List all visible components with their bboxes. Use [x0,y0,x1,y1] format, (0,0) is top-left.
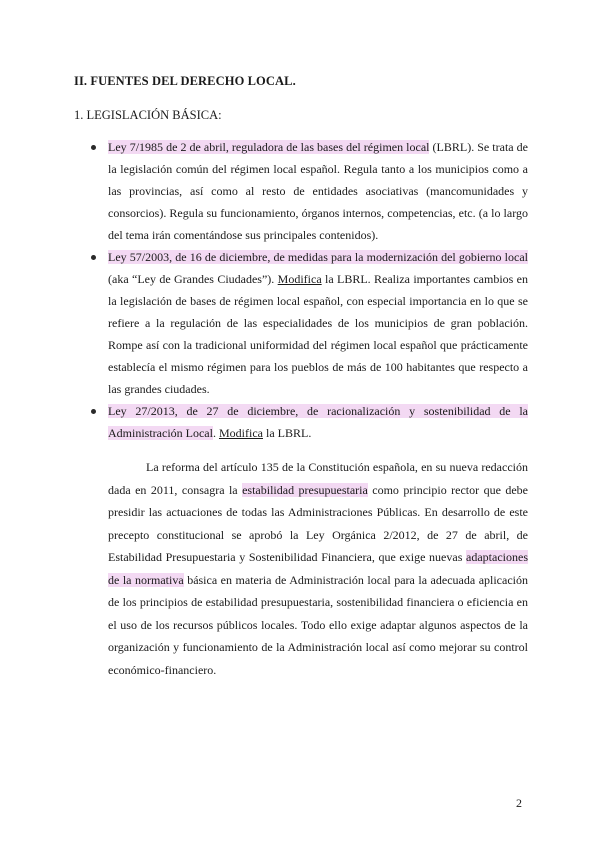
subsection-title: 1. LEGISLACIÓN BÁSICA: [74,108,222,122]
bullet-icon [91,409,96,414]
list-item-text: (LBRL). Se trata de la legislación común del régimen local español. Regula tanto a los municipios como a las provincias, así como al resto de entidades asociativas (mancomunidades y consorcios). Regula su funcionamiento, órganos internos, competencias, etc. (a lo largo del tema irán comentándose sus principales contenidos). [108,140,528,242]
list-item-text: la LBRL. [262,426,312,440]
paragraph-text: básica en materia de Administración local para la adecuada aplicación de los principios de estabilidad presupuestaria, sostenibilidad financiera o eficiencia en el uso de los recursos públicos locales. Todo ello exige adaptar algunos aspectos de la organización y funcionamiento de la Administración local así como mejorar su control económico-financiero. [108,572,528,677]
underlined-word: Modifica [277,272,322,286]
page-number: 2 [516,796,522,810]
list-item-text: la LBRL. Realiza importantes cambios en la legislación de bases de régimen local español, con especial importancia en lo que se refiere a la regulación de las especialidades de los municipios de gran población. Rompe así con la tradicional uniformidad del régimen local español que prácticamente establecía el mismo régimen para los pueblos de más de 100 habitantes que respecto a las grandes ciudades. [108,272,528,396]
list-item [108,136,528,246]
bullet-icon [91,255,96,260]
list-item [108,246,528,400]
highlighted-law-name: Ley 7/1985 de 2 de abril, reguladora de las bases del régimen local [108,140,430,154]
section-title: II. FUENTES DEL DERECHO LOCAL. [74,74,296,88]
list-item-text: . [212,426,219,440]
list-item-text: (aka “Ley de Grandes Ciudades”). [108,272,278,286]
paragraph-text: como principio rector que debe presidir las actuaciones de todas las Administraciones Públicas. En desarrollo de este precepto constitucional se aprobó la Ley Orgánica 2/2012, de 27 de abril, de Estabilidad Presupuestaria y Sostenibilidad Financiera, que exige nuevas [108,482,528,564]
body-paragraph [108,456,528,681]
highlighted-phrase: adaptaciones de la normativa [108,550,528,587]
list-item [108,400,528,444]
highlighted-law-name: Ley 27/2013, de 27 de diciembre, de racionalización y sostenibilidad de la Administración Local [108,404,528,440]
highlighted-phrase: estabilidad presupuestaria [242,482,368,497]
underlined-word: Modifica [218,426,263,440]
bullet-icon [91,145,96,150]
highlighted-law-name: Ley 57/2003, de 16 de diciembre, de medidas para la modernización del gobierno local [108,250,528,264]
paragraph-text: La reforma del artículo 135 de la Constitución española, en su nueva redacción dada en 2011, consagra la [108,460,528,497]
